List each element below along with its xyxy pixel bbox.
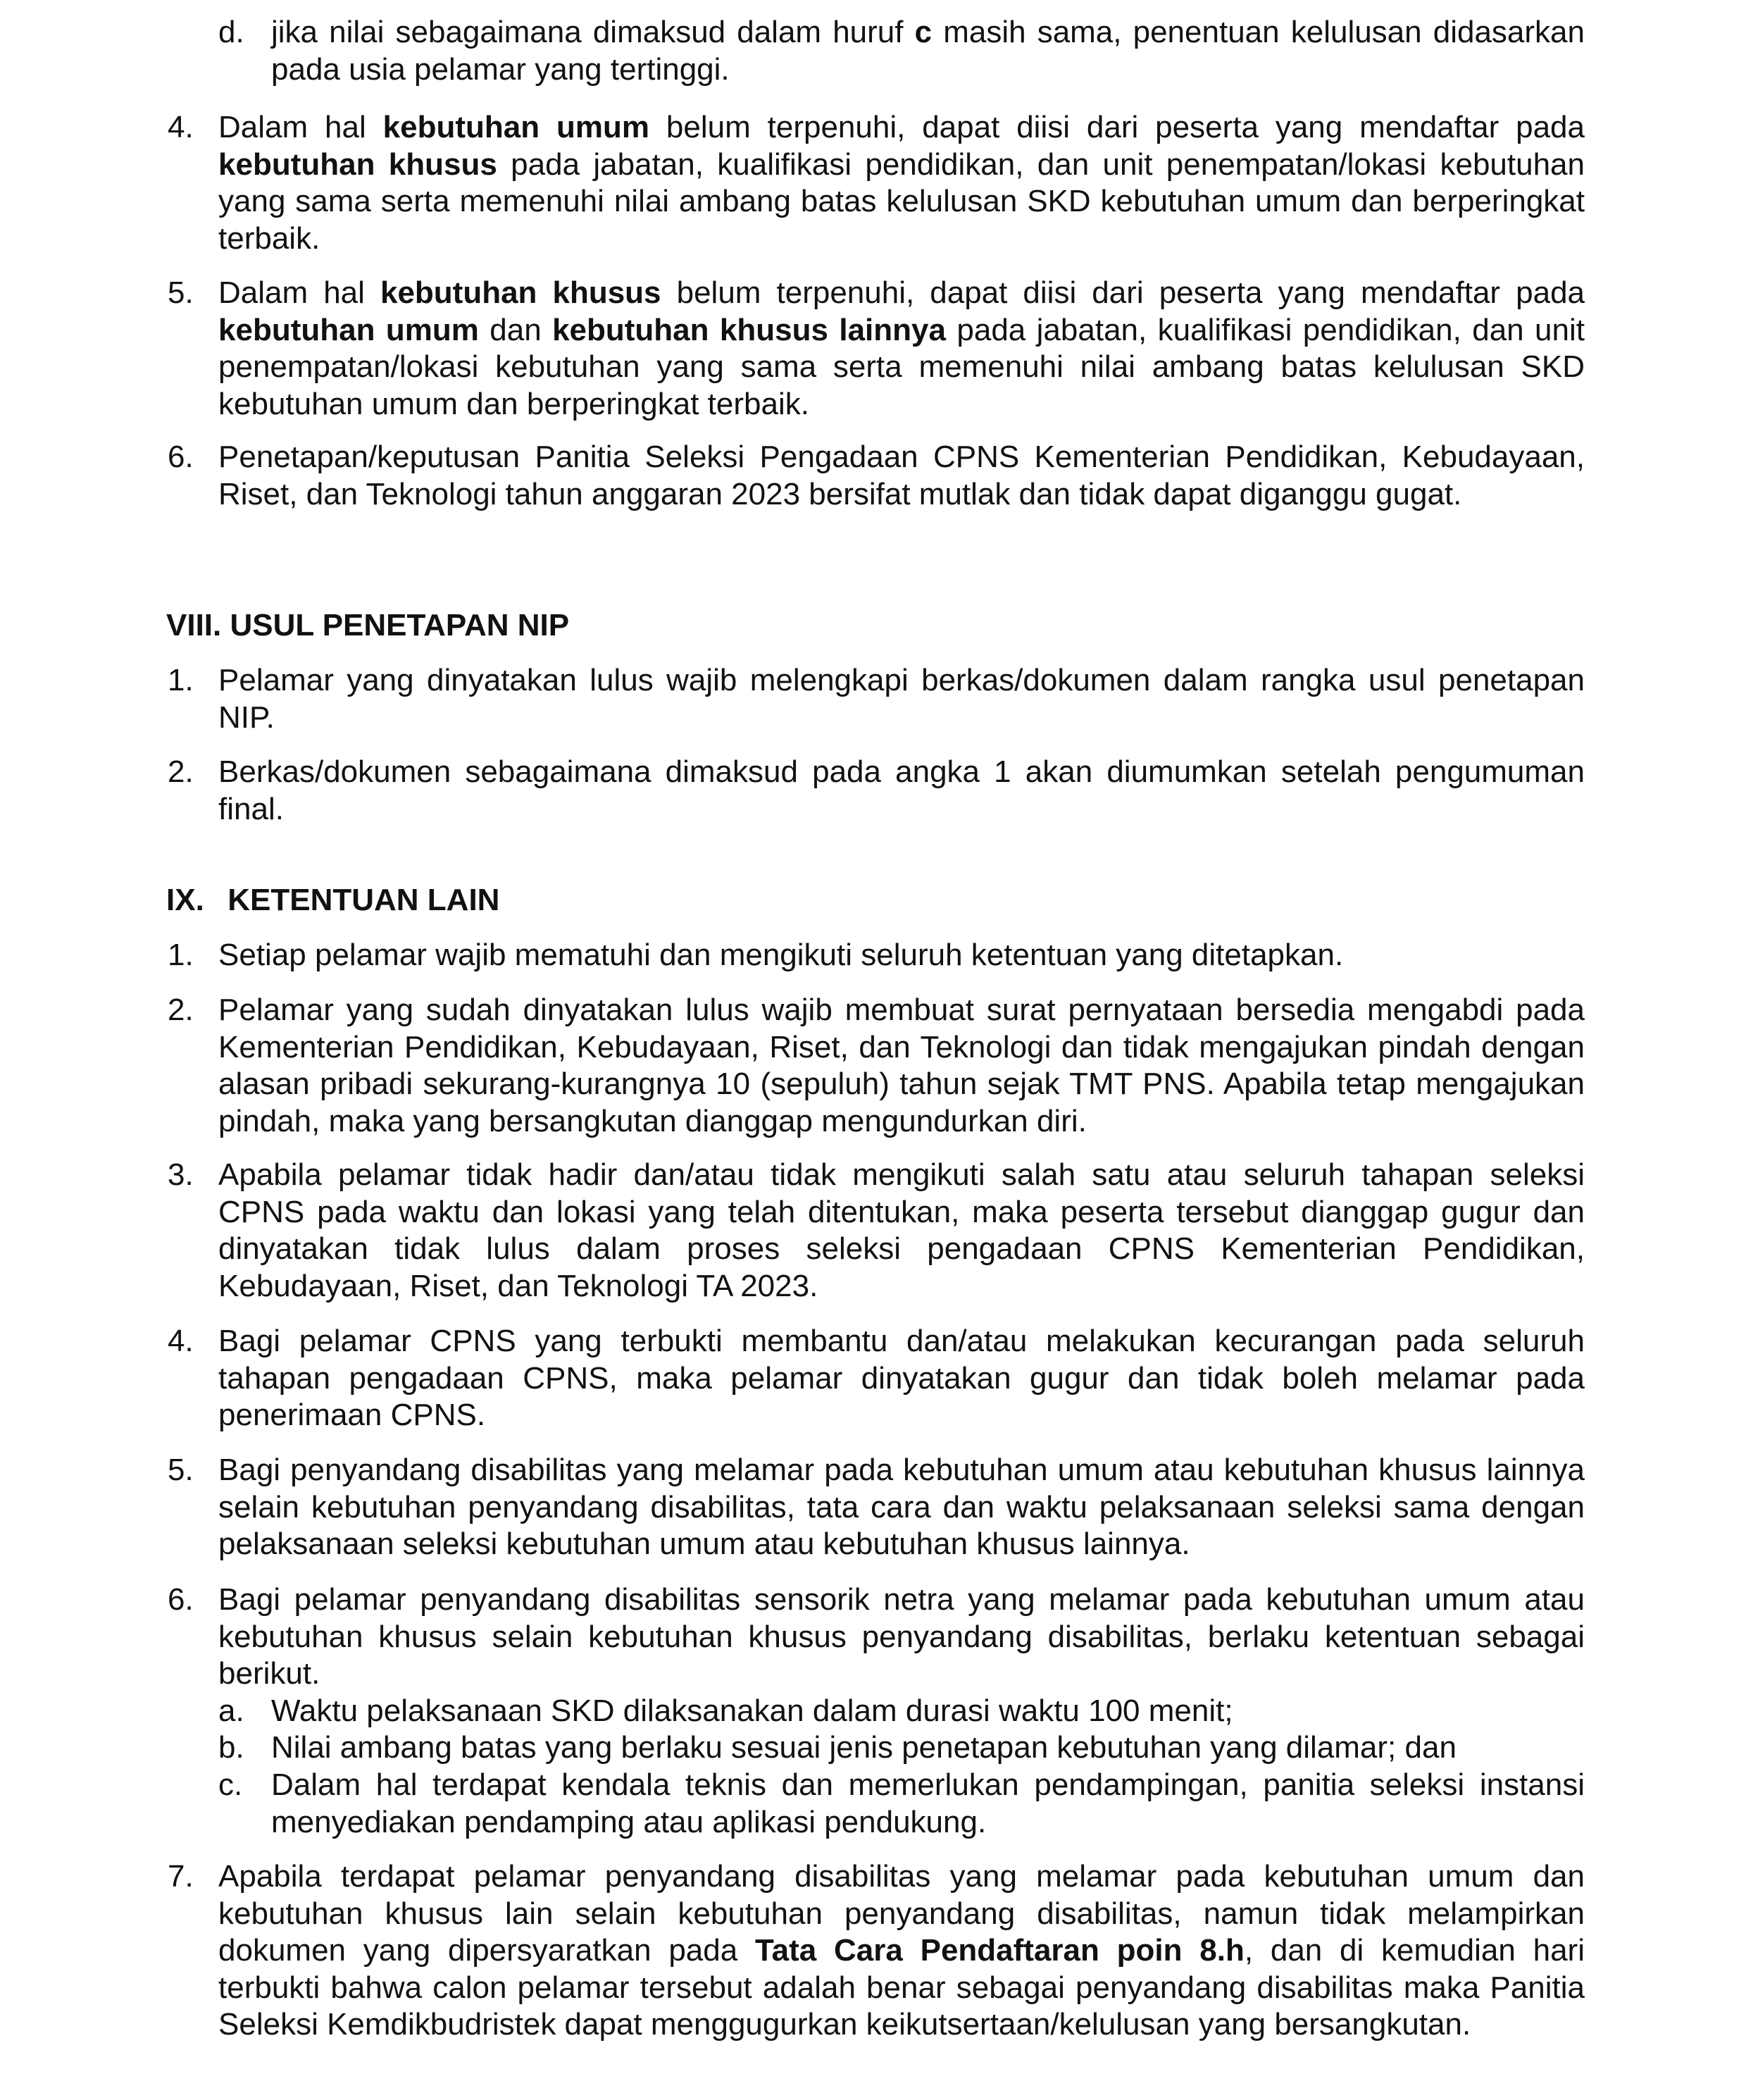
- list-item-text: [218, 1582, 1585, 1691]
- list-item-text: [218, 1453, 1585, 1561]
- text-run: Berkas/dokumen sebagaimana dimaksud pada angka 1 akan diumumkan setelah pengumuman final.: [218, 754, 1585, 826]
- bold-text: kebutuhan khusus: [380, 275, 661, 310]
- list-marker: 4.: [168, 110, 194, 144]
- list-item-ix-2: [168, 992, 1585, 1140]
- text-run: Nilai ambang batas yang berlaku sesuai jenis penetapan kebutuhan yang dilamar; dan: [271, 1730, 1457, 1765]
- text-run: belum terpenuhi, dapat diisi dari peserta yang mendaftar pada: [661, 275, 1585, 310]
- bold-text: kebutuhan umum: [382, 110, 649, 144]
- text-run: Pelamar yang sudah dinyatakan lulus wajib membuat surat pernyataan bersedia mengabdi pada Kementerian Pendidikan, Kebudayaan, Riset, dan Teknologi dan tidak mengajukan pindah dengan alasan pribadi sekurang-kurangnya 10 (sepuluh) tahun sejak TMT PNS. Apabila tetap mengajukan pindah, maka yang bersangkutan dianggap mengundurkan diri.: [218, 993, 1585, 1138]
- list-marker: 1.: [168, 663, 194, 697]
- list-marker: a.: [218, 1694, 244, 1728]
- text-run: pada jabatan, kualifikasi pendidikan, dan unit penempatan/lokasi kebutuhan yang sama serta memenuhi nilai ambang batas kelulusan SKD kebutuhan umum dan berperingkat terbaik.: [218, 147, 1585, 256]
- list-item-ix-6-a: [218, 1693, 1585, 1730]
- text-run: masih sama, penentuan kelulusan didasarkan pada usia pelamar yang tertinggi.: [271, 15, 1585, 87]
- list-marker: 1.: [168, 938, 194, 972]
- list-marker: c.: [218, 1767, 243, 1802]
- list-item-ix-3: [168, 1157, 1585, 1305]
- list-item-text: [271, 15, 1585, 87]
- list-item-text: [218, 1324, 1585, 1432]
- section-heading-ix: [166, 882, 499, 919]
- list-item-4: [168, 109, 1585, 257]
- list-marker: 5.: [168, 275, 194, 310]
- list-item-text: [271, 1730, 1457, 1765]
- list-item-ix-7: [168, 1858, 1585, 2044]
- list-marker: 4.: [168, 1324, 194, 1358]
- text-run: Apabila pelamar tidak hadir dan/atau tidak mengikuti salah satu atau seluruh tahapan seleksi CPNS pada waktu dan lokasi yang telah ditentukan, maka peserta tersebut dianggap gugur dan dinyatakan tidak lulus dalam proses seleksi pengadaan CPNS Kementerian Pendidikan, Kebudayaan, Riset, dan Teknologi TA 2023.: [218, 1157, 1585, 1303]
- text-run: Bagi pelamar CPNS yang terbukti membantu dan/atau melakukan kecurangan pada seluruh tahapan pengadaan CPNS, maka pelamar dinyatakan gugur dan tidak boleh melamar pada penerimaan CPNS.: [218, 1324, 1585, 1432]
- list-item-text: [271, 1694, 1233, 1728]
- list-marker: 6.: [168, 440, 194, 474]
- list-item-ix-4: [168, 1323, 1585, 1434]
- list-item-text: [218, 440, 1585, 511]
- text-run: Dalam hal terdapat kendala teknis dan memerlukan pendampingan, panitia seleksi instansi menyediakan pendamping atau aplikasi pendukung.: [271, 1767, 1585, 1839]
- list-item-viii-2: [168, 754, 1585, 828]
- text-run: Dalam hal: [218, 110, 383, 144]
- text-run: jika nilai sebagaimana dimaksud dalam huruf: [271, 15, 915, 49]
- list-marker: 6.: [168, 1582, 194, 1617]
- text-run: dan: [478, 312, 553, 347]
- text-run: Apabila terdapat pelamar penyandang disabilitas yang melamar pada kebutuhan umum dan kebutuhan khusus lain selain kebutuhan penyandang disabilitas, namun tidak melampirkan dokumen yang dipersyaratkan pada: [218, 1859, 1585, 1968]
- text-run: Bagi pelamar penyandang disabilitas sensorik netra yang melamar pada kebutuhan umum atau kebutuhan khusus selain kebutuhan khusus penyandang disabilitas, berlaku ketentuan sebagai berikut.: [218, 1582, 1585, 1691]
- list-item-6: [168, 439, 1585, 513]
- text-run: Bagi penyandang disabilitas yang melamar pada kebutuhan umum atau kebutuhan khusus lainnya selain kebutuhan penyandang disabilitas, tata cara dan waktu pelaksanaan seleksi sama dengan pelaksanaan seleksi kebutuhan umum atau kebutuhan khusus lainnya.: [218, 1453, 1585, 1561]
- list-item-text: [218, 993, 1585, 1138]
- bold-text: kebutuhan umum: [218, 312, 479, 347]
- list-item-ix-1: [168, 937, 1585, 974]
- list-marker: 2.: [168, 754, 194, 789]
- section-number: VIII.: [166, 608, 222, 642]
- list-marker: b.: [218, 1730, 244, 1765]
- section-title: KETENTUAN LAIN: [227, 883, 500, 917]
- list-item-text: [218, 1859, 1585, 2042]
- list-item-ix-6-b: [218, 1729, 1585, 1767]
- text-run: belum terpenuhi, dapat diisi dari peserta yang mendaftar pada: [649, 110, 1585, 144]
- text-run: Setiap pelamar wajib mematuhi dan mengikuti seluruh ketentuan yang ditetapkan.: [218, 938, 1344, 972]
- list-item-text: [218, 275, 1585, 421]
- list-marker: 2.: [168, 993, 194, 1027]
- list-item-text: [271, 1767, 1585, 1839]
- bold-text: c: [914, 15, 933, 49]
- bold-text: Tata Cara Pendaftaran poin 8.h: [755, 1933, 1245, 1968]
- section-number: IX.: [166, 883, 204, 917]
- bold-text: kebutuhan khusus lainnya: [552, 312, 946, 347]
- list-item-ix-5: [168, 1452, 1585, 1563]
- list-item-d: [218, 14, 1585, 88]
- text-run: Penetapan/keputusan Panitia Seleksi Pengadaan CPNS Kementerian Pendidikan, Kebudayaan, Riset, dan Teknologi tahun anggaran 2023 bersifat mutlak dan tidak dapat diganggu gugat.: [218, 440, 1585, 511]
- list-item-text: [218, 663, 1585, 735]
- section-heading-viii: [166, 607, 569, 645]
- list-item-5: [168, 275, 1585, 423]
- list-marker: 5.: [168, 1453, 194, 1487]
- list-marker: d.: [218, 15, 244, 49]
- section-title: USUL PENETAPAN NIP: [230, 608, 570, 642]
- list-item-text: [218, 110, 1585, 256]
- list-item-viii-1: [168, 662, 1585, 736]
- text-run: Pelamar yang dinyatakan lulus wajib melengkapi berkas/dokumen dalam rangka usul penetapan NIP.: [218, 663, 1585, 735]
- list-item-text: [218, 938, 1343, 972]
- text-run: Waktu pelaksanaan SKD dilaksanakan dalam durasi waktu 100 menit;: [271, 1694, 1233, 1728]
- list-item-ix-6: [168, 1582, 1585, 1693]
- text-run: pada jabatan, kualifikasi pendidikan, dan unit penempatan/lokasi kebutuhan yang sama serta memenuhi nilai ambang batas kelulusan SKD kebutuhan umum dan berperingkat terbaik.: [218, 312, 1585, 421]
- list-item-ix-6-c: [218, 1767, 1585, 1841]
- list-item-text: [218, 754, 1585, 826]
- bold-text: kebutuhan khusus: [218, 147, 497, 182]
- list-marker: 3.: [168, 1157, 194, 1192]
- list-marker: 7.: [168, 1859, 194, 1894]
- list-item-text: [218, 1157, 1585, 1303]
- text-run: , dan di kemudian hari terbukti bahwa calon pelamar tersebut adalah benar sebagai penyandang disabilitas maka Panitia Seleksi Kemdikbudristek dapat menggugurkan keikutsertaan/kelulusan yang bersangkutan.: [218, 1933, 1585, 2042]
- text-run: Dalam hal: [218, 275, 380, 310]
